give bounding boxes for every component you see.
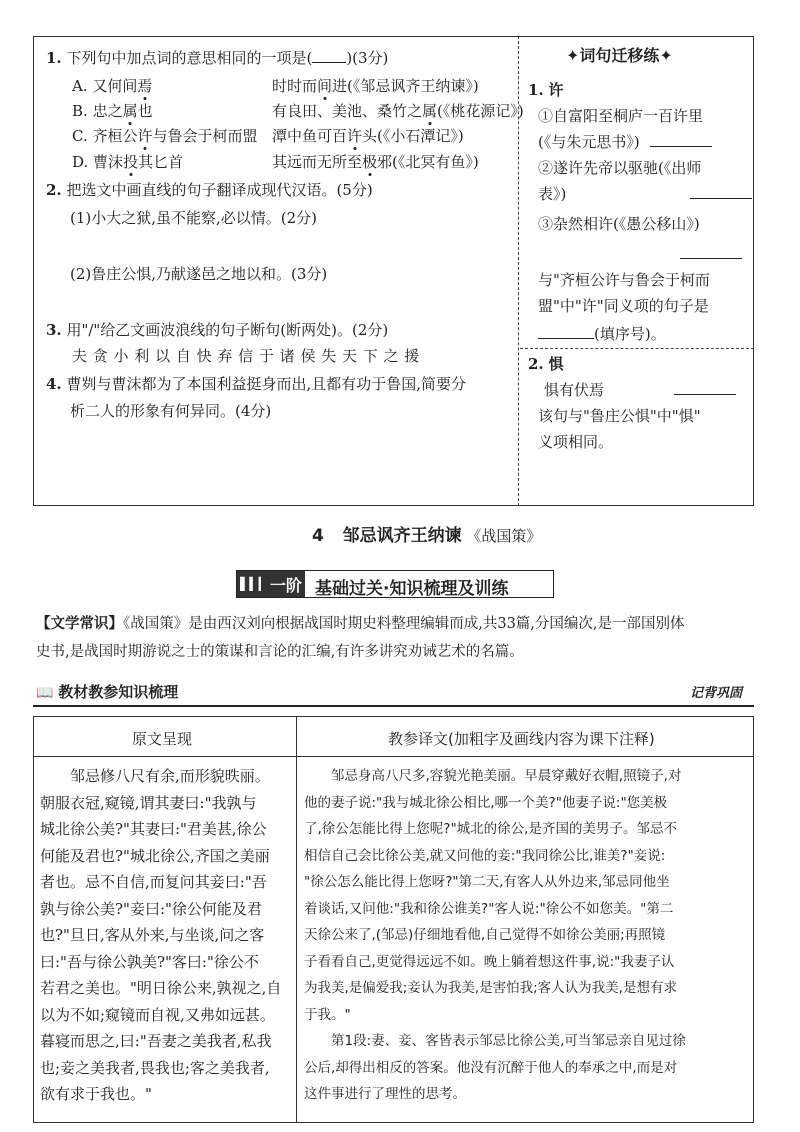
sidebar-divider — [520, 348, 754, 349]
q2-sub1: (1)小大之狱,虽不能察,必以情。(2分) — [70, 209, 318, 227]
translation-line: "徐公怎么能比得上您呀?"第二天,有客人从外边来,邹忌同他坐 — [304, 874, 670, 890]
table-column-divider — [296, 716, 297, 1123]
sidebar-title: ✦词句迁移练✦ — [566, 46, 673, 65]
book-icon: 📖 — [36, 685, 54, 701]
sidebar-item1-l7: 盟"中"许"同义项的句子是 — [538, 297, 709, 315]
original-text-line: 若君之美也。"明日徐公来,孰视之,自 — [40, 979, 282, 997]
sidebar-item1-l8: (填序号)。 — [538, 324, 666, 344]
original-text-line: 何能及君也?"城北徐公,齐国之美丽 — [40, 846, 270, 865]
translation-line: 了,徐公怎能比得上您呢?"城北的徐公,是齐国的美男子。邹忌不 — [304, 821, 677, 837]
literary-line2: 史书,是战国时期游说之士的策谋和言论的汇编,有许多讲究劝诫艺术的名篇。 — [36, 644, 524, 660]
sidebar-item1-l4: 表》) — [538, 184, 752, 204]
bar-chart-icon: ▌▍▎ — [240, 577, 268, 591]
original-text-line: 曰:"吾与徐公孰美?"客曰:"徐公不 — [40, 952, 259, 971]
sidebar-item2-l3: 义项相同。 — [538, 433, 614, 451]
lesson-title: 4 邹忌讽齐王纳谏 《战国策》 — [312, 526, 542, 546]
q2-sub2: (2)鲁庄公惧,乃献遂邑之地以和。(3分) — [70, 265, 328, 283]
translation-line: 子看看自己,更觉得远远不如。晚上躺着想这件事,说:"我妻子认 — [304, 953, 675, 970]
translation-line: 天徐公来了,(邹忌)仔细地看他,自己觉得不如徐公美丽;再照镜 — [304, 927, 666, 943]
answer-blank[interactable] — [680, 258, 742, 259]
q1-option-a-right: 时时而间进(《邹忌讽齐王纳谏》) — [272, 77, 479, 95]
q1-option-b-left: B. 忠之属也 — [72, 102, 153, 120]
section-rule — [33, 705, 754, 707]
table-head-left: 原文呈现 — [132, 730, 193, 748]
answer-blank[interactable] — [650, 146, 712, 147]
sidebar-item1-head: 1. 许 — [528, 81, 564, 99]
translation-line: 着谈话,又问他:"我和徐公谁美?"客人说:"徐公不如您美。"第二 — [304, 900, 674, 917]
q1-option-d-right: 其远而无所至极邪(《北冥有鱼》) — [272, 153, 479, 171]
phase-banner — [236, 570, 554, 598]
translation-line: 邹忌身高八尺多,容貌光艳美丽。早晨穿戴好衣帽,照镜子,对 — [304, 768, 682, 784]
answer-blank[interactable] — [690, 198, 752, 199]
original-text-line: 暮寝而思之,曰:"吾妻之美我者,私我 — [40, 1032, 272, 1050]
sidebar-item2-l2: 该句与"鲁庄公惧"中"惧" — [538, 407, 701, 425]
answer-blank[interactable] — [674, 394, 736, 395]
section-title: 📖 教材教参知识梳理 — [36, 683, 179, 701]
original-text-line: 邹忌修八尺有余,而形貌昳丽。 — [40, 767, 270, 785]
phase-text: 基础过关·知识梳理及训练 — [315, 579, 509, 599]
q3-sentence: 夫 贪 小 利 以 自 快 弃 信 于 诸 侯 失 天 下 之 援 — [72, 347, 420, 365]
q1-stem: 1. 下列句中加点词的意思相同的一项是( )(3分) — [46, 49, 389, 67]
sidebar-item1-l1: ①自富阳至桐庐一百许里 — [538, 107, 704, 125]
sidebar-item1-l6: 与"齐桓公许与鲁会于柯而 — [538, 271, 710, 289]
translation-line: 于我。" — [304, 1006, 351, 1023]
original-text-line: 欲有求于我也。" — [40, 1085, 152, 1103]
q1-option-b-right: 有良田、美池、桑竹之属(《桃花源记》) — [272, 102, 524, 120]
sidebar-item1-l2: (《与朱元思书》) — [538, 132, 712, 152]
original-text-line: 也;妾之美我者,畏我也;客之美我者, — [40, 1058, 270, 1077]
sidebar-item1-l3: ②遂许先帝以驱驰(《出师 — [538, 159, 702, 177]
answer-blank[interactable] — [538, 338, 594, 339]
translation-line: 他的妻子说:"我与城北徐公相比,哪一个美?"他妻子说:"您美极 — [304, 794, 668, 811]
original-text-line: 者也。忌不自信,而复问其妾曰:"吾 — [40, 873, 267, 891]
sidebar-item2-head: 2. 惧 — [528, 355, 564, 373]
original-text-line: 城北徐公美?"其妻曰:"君美甚,徐公 — [40, 820, 267, 838]
table-head-right: 教参译文(加粗字及画线内容为课下注释) — [388, 730, 655, 748]
translation-line: 公后,却得出相反的答案。他没有沉醉于他人的奉承之中,而是对 — [304, 1059, 678, 1076]
q4-line1: 4. 曹刿与曹沫都为了本国利益挺身而出,且都有功于鲁国,简要分 — [46, 375, 466, 393]
original-text-line: 孰与徐公美?"妾曰:"徐公何能及君 — [40, 899, 262, 918]
translation-line: 这件事进行了理性的思考。 — [304, 1086, 466, 1102]
original-text-line: 也?"旦日,客从外来,与坐谈,问之客 — [40, 926, 265, 944]
q4-line2: 析二人的形象有何异同。(4分) — [70, 402, 272, 420]
original-text-line: 朝服衣冠,窥镜,谓其妻曰:"我孰与 — [40, 793, 257, 812]
q1-option-a-left: A. 又何间焉 — [72, 77, 153, 95]
translation-line: 相信自己会比徐公美,就又问他的妾:"我同徐公比,谁美?"妾说: — [304, 847, 666, 864]
translation-line: 第1段:妻、妾、客皆表示邹忌比徐公美,可当邹忌亲自见过徐 — [304, 1033, 686, 1049]
q3-stem: 3. 用"/"给乙文画波浪线的句子断句(断两处)。(2分) — [46, 321, 389, 339]
original-text-line: 以为不如;窥镜而自视,又弗如远甚。 — [40, 1005, 275, 1024]
section-right-label: 记背巩固 — [690, 686, 743, 701]
diamond-icon: ✦ — [659, 46, 673, 65]
sidebar-item1-l5: ③杂然相许(《愚公移山》) — [538, 215, 700, 233]
q1-option-d-left: D. 曹沫投其匕首 — [72, 153, 184, 171]
diamond-icon: ✦ — [566, 46, 580, 65]
literary-line1: 【文学常识】《战国策》是由西汉刘向根据战国时期史料整理编辑而成,共33篇,分国编次,是一部国别体 — [36, 615, 685, 632]
translation-line: 为我美,是偏爱我;妾认为我美,是害怕我;客人认为我美,是想有求 — [304, 980, 677, 996]
q1-option-c-left: C. 齐桓公许与鲁会于柯而盟 — [72, 127, 258, 145]
sidebar-item2-l1: 惧有伏焉 — [544, 380, 736, 400]
phase-tag: ▌▍▎ 一阶 — [237, 571, 305, 597]
q2-stem: 2. 把选文中画直线的句子翻译成现代汉语。(5分) — [46, 181, 373, 199]
q1-option-c-right: 潭中鱼可百许头(《小石潭记》) — [272, 127, 464, 145]
table-header-rule — [33, 756, 754, 757]
answer-blank[interactable] — [312, 62, 346, 63]
